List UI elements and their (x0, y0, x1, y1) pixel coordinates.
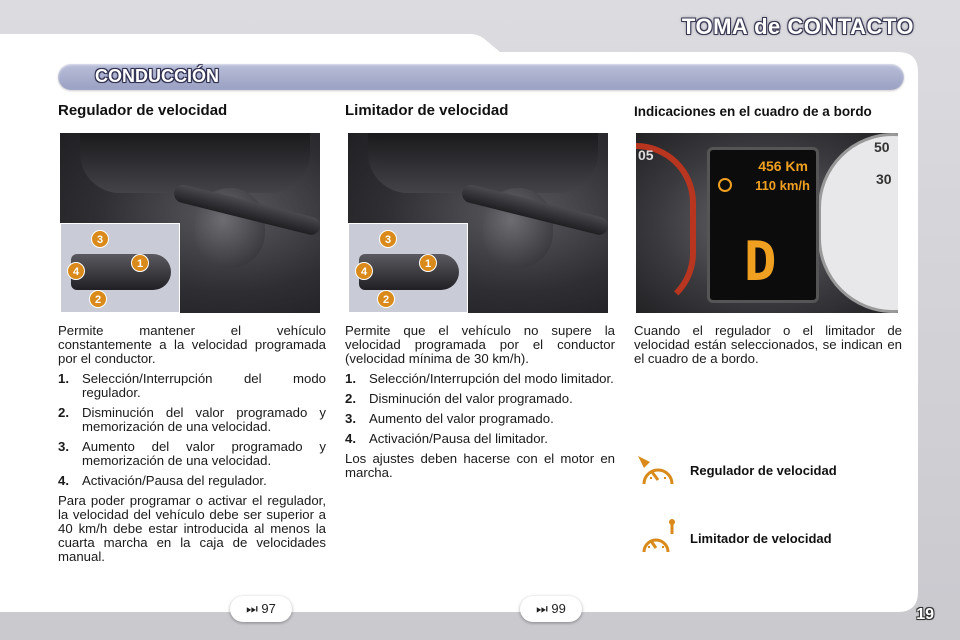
item-text: Activación/Pausa del regulador. (82, 473, 267, 488)
page-reference-link[interactable] (230, 596, 292, 622)
list-item (58, 372, 326, 400)
stalk-detail-inset (60, 223, 180, 313)
item-number: 2. (345, 391, 356, 406)
gauge-number: 50 (874, 139, 890, 155)
reference-page: 99 (551, 601, 566, 616)
callout-1: 1 (131, 254, 149, 272)
photo-regulador-stalk (60, 133, 320, 313)
gauge-number: 05 (638, 147, 654, 163)
page-reference-link[interactable] (520, 596, 582, 622)
dashboard-hood (368, 133, 598, 193)
photo-limitador-stalk (348, 133, 608, 313)
item-text: Aumento del valor programado. (369, 411, 554, 426)
item-number: 3. (58, 439, 69, 454)
column-title-limitador: Limitador de velocidad (345, 102, 509, 119)
dashboard-hood (80, 133, 310, 193)
instrument-cluster-photo (636, 133, 898, 313)
speedometer-gauge (818, 133, 898, 313)
column-body-regulador (58, 324, 326, 570)
page-number: 19 (916, 606, 934, 623)
list-item (345, 412, 615, 426)
list-item (58, 406, 326, 434)
item-text: Disminución del valor programado. (369, 391, 573, 406)
outro-text: Para poder programar o activar el regulador, la velocidad del vehículo debe ser superior a 40 km/h debe estar introducida al menos la cuarta marcha en la caja de velocidades manual. (58, 493, 326, 564)
callout-3: 3 (91, 230, 109, 248)
list-item (58, 440, 326, 468)
gear-indicator: D (744, 230, 777, 293)
gauge-number: 30 (876, 171, 892, 187)
list-item (58, 474, 326, 488)
speed-limiter-icon (640, 518, 682, 558)
indicator-limitador (640, 518, 832, 558)
stalk-detail (71, 254, 171, 290)
callout-3: 3 (379, 230, 397, 248)
tachometer-gauge (636, 143, 696, 313)
callout-4: 4 (67, 262, 85, 280)
chapter-title: TOMA de CONTACTO (681, 14, 914, 39)
item-text: Aumento del valor programado y memorización de una velocidad. (82, 439, 326, 468)
indicator-label: Regulador de velocidad (690, 462, 837, 478)
list-item (345, 432, 615, 446)
column-body-limitador (345, 324, 615, 486)
intro-text: Cuando el regulador o el limitador de velocidad están seleccionados, se indican en el cuadro de a bordo. (634, 323, 902, 366)
skip-forward-icon: ⏭ (536, 601, 548, 616)
indicator-regulador (634, 450, 837, 490)
reference-page: 97 (261, 601, 276, 616)
odometer-readout: 456 Km (758, 158, 808, 174)
stalk-detail (359, 254, 459, 290)
outro-text: Los ajustes deben hacerse con el motor en marcha. (345, 451, 615, 480)
cruise-control-icon (634, 450, 678, 490)
item-text: Activación/Pausa del limitador. (369, 431, 548, 446)
item-number: 2. (58, 405, 69, 420)
callout-2: 2 (377, 290, 395, 308)
item-text: Selección/Interrupción del modo limitador. (369, 371, 614, 386)
item-text: Disminución del valor programado y memorización de una velocidad. (82, 405, 326, 434)
column-body-indicaciones (634, 324, 902, 372)
column-title-regulador: Regulador de velocidad (58, 102, 228, 119)
intro-text: Permite que el vehículo no supere la velocidad programada por el conductor (velocidad mínima de 30 km/h). (345, 323, 615, 366)
callout-1: 1 (419, 254, 437, 272)
list-item (345, 372, 615, 386)
indicator-label: Limitador de velocidad (690, 530, 832, 546)
item-number: 1. (58, 371, 69, 386)
callout-2: 2 (89, 290, 107, 308)
cruise-control-icon (718, 178, 732, 192)
skip-forward-icon: ⏭ (246, 601, 258, 616)
item-number: 3. (345, 411, 356, 426)
list-item (345, 392, 615, 406)
intro-text: Permite mantener el vehículo constantemente a la velocidad programada por el conductor. (58, 323, 326, 366)
multifunction-display (707, 147, 819, 303)
column-title-indicaciones: Indicaciones en el cuadro de a bordo (634, 104, 872, 119)
stalk-detail-inset (348, 223, 468, 313)
item-number: 4. (58, 473, 69, 488)
callout-4: 4 (355, 262, 373, 280)
item-number: 4. (345, 431, 356, 446)
section-title: CONDUCCIÓN (95, 66, 219, 86)
item-text: Selección/Interrupción del modo regulador. (82, 371, 326, 400)
set-speed-readout: 110 km/h (755, 178, 810, 193)
item-number: 1. (345, 371, 356, 386)
